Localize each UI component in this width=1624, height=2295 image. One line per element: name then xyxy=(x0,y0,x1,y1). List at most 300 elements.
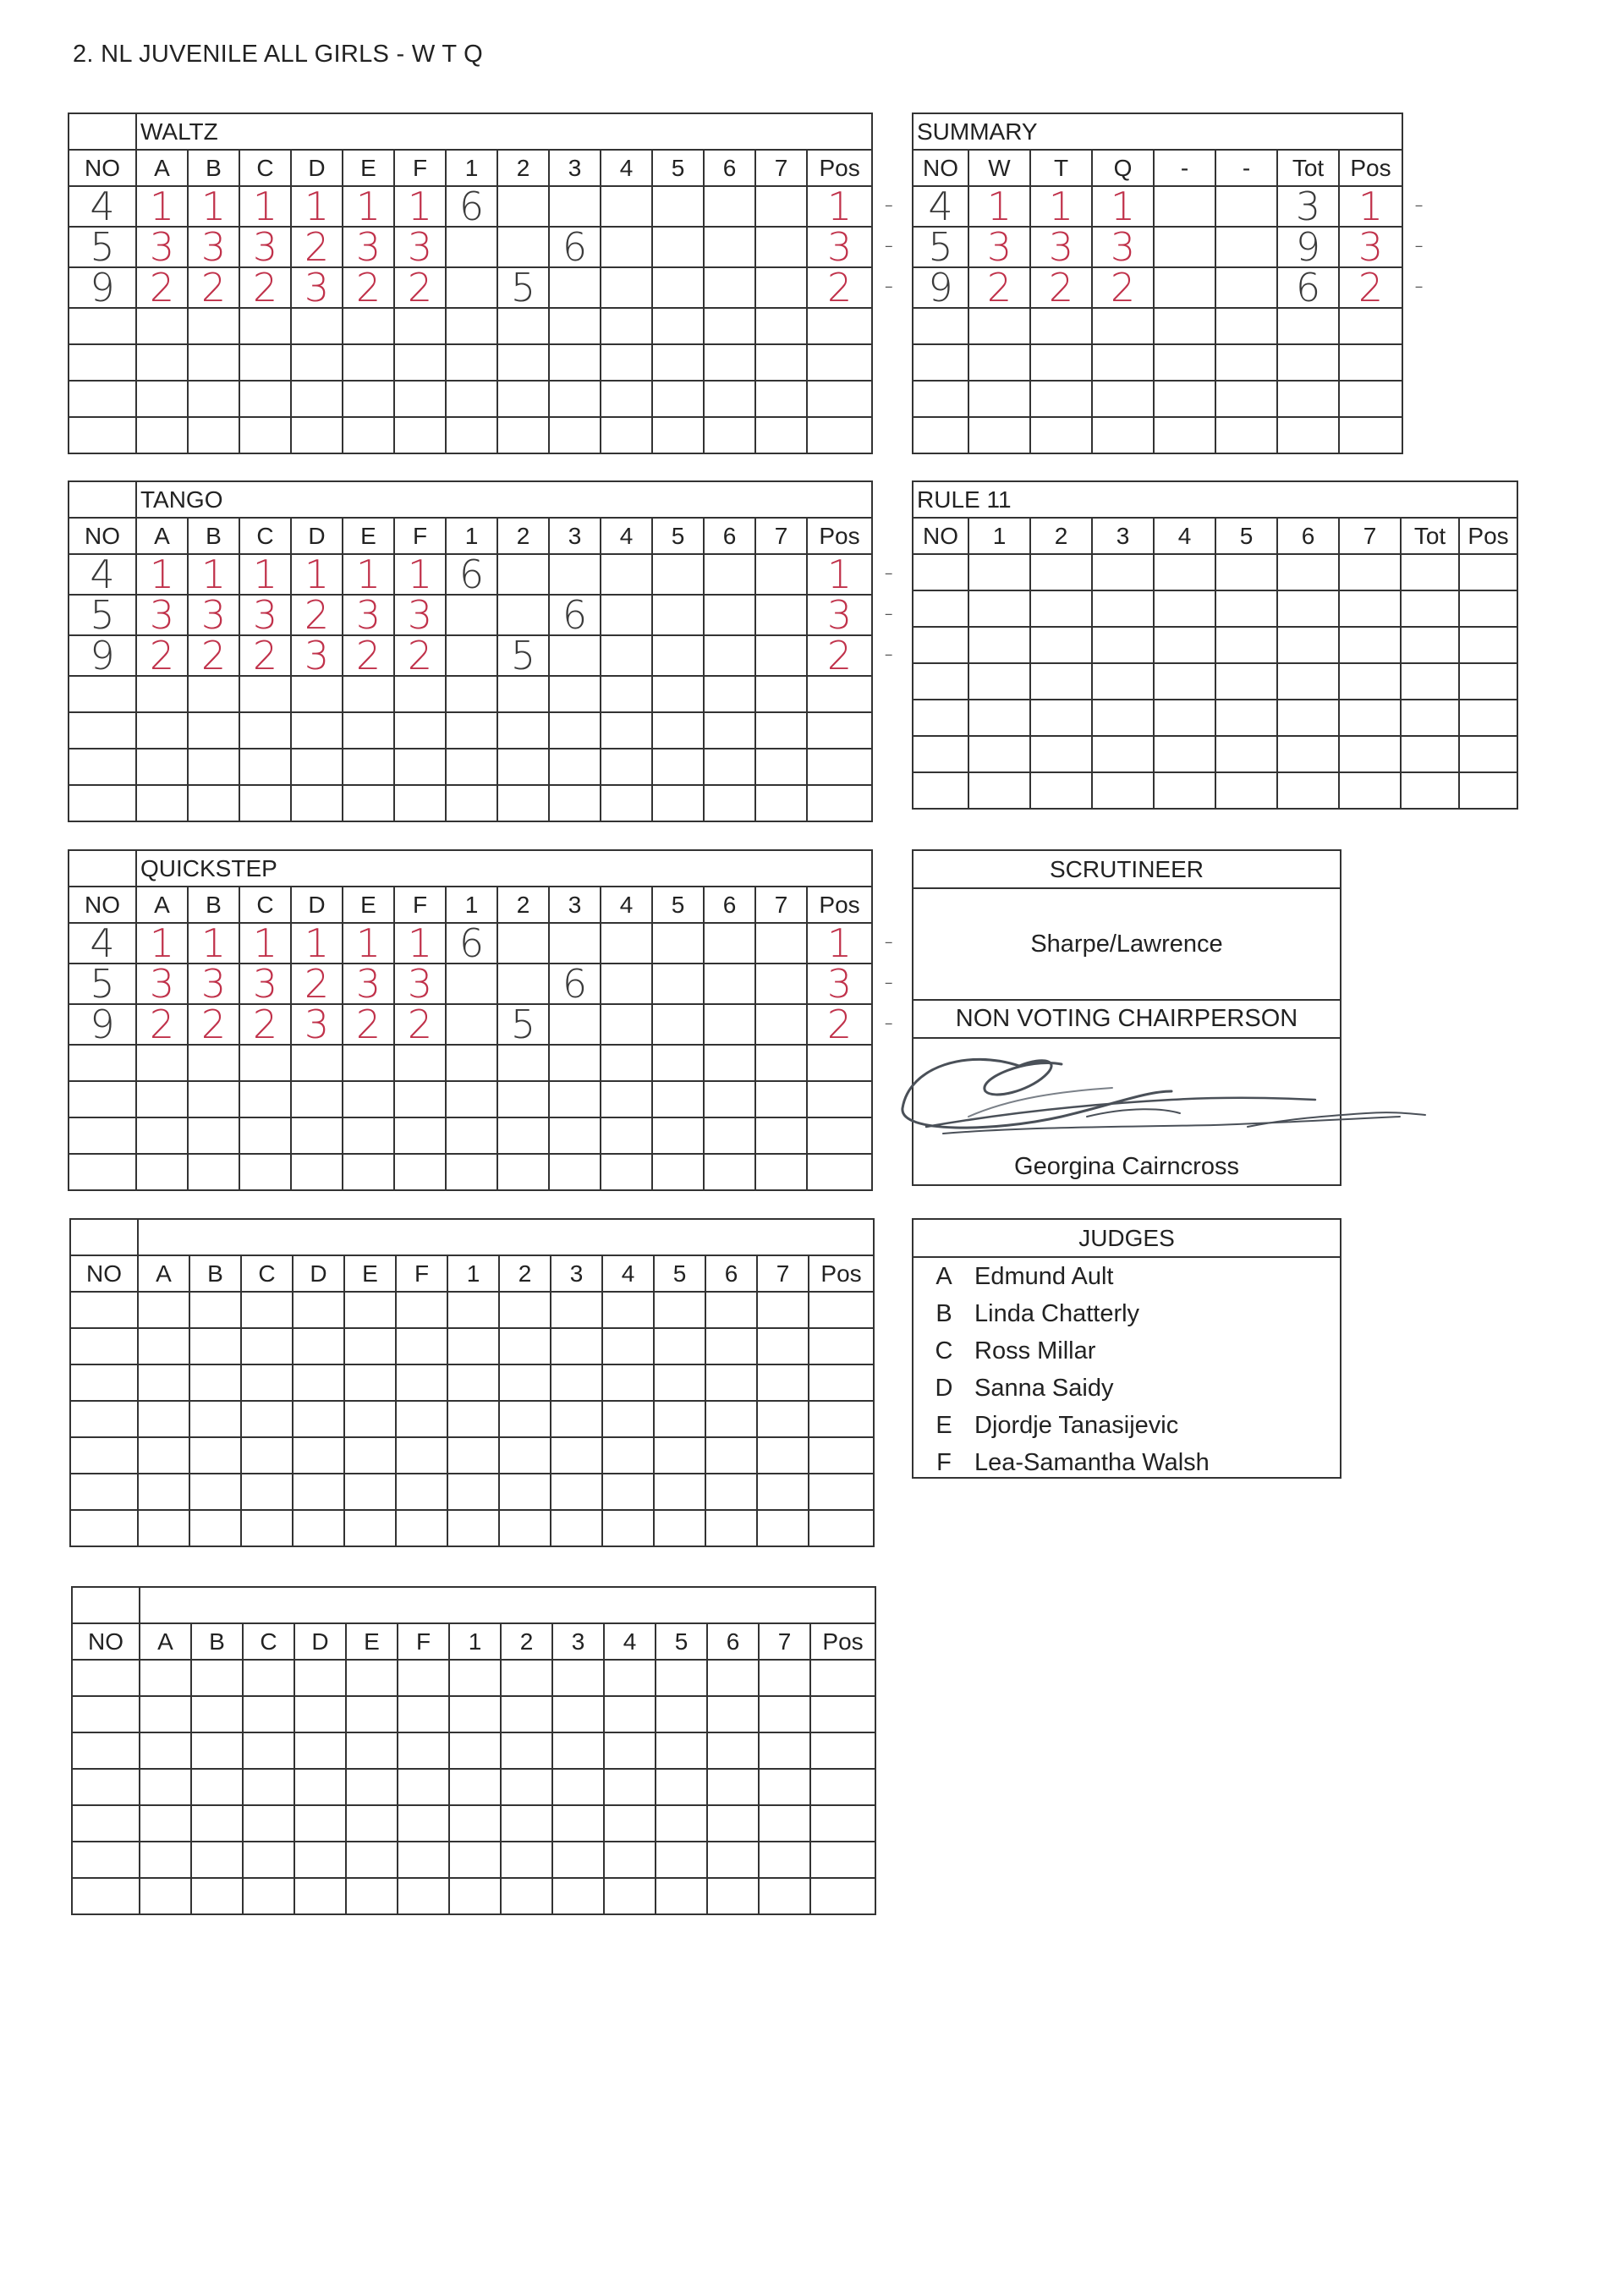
place-count xyxy=(755,1081,807,1117)
column-header: 3 xyxy=(552,1623,604,1660)
judge-mark xyxy=(136,308,188,344)
judge-mark xyxy=(241,1292,293,1328)
place-count xyxy=(549,785,601,821)
summary-tot xyxy=(1277,344,1339,381)
column-header: F xyxy=(394,150,446,186)
final-position xyxy=(807,592,894,638)
judge-mark xyxy=(394,676,446,712)
judge-mark xyxy=(188,1081,239,1117)
table-row xyxy=(72,1769,875,1805)
column-header: C xyxy=(243,1623,294,1660)
column-header: 7 xyxy=(757,1255,809,1292)
place-count xyxy=(602,1510,654,1546)
judge-mark xyxy=(344,1401,396,1437)
rule11-cell xyxy=(1339,554,1401,590)
summary-table xyxy=(912,113,1424,454)
rule11-cell xyxy=(1030,554,1092,590)
place-count xyxy=(654,1292,705,1328)
judge-mark xyxy=(138,1364,189,1401)
judge-mark xyxy=(243,1805,294,1842)
place-count xyxy=(652,676,704,712)
place-count xyxy=(446,1004,497,1045)
couple-number xyxy=(70,1474,138,1510)
summary-w xyxy=(968,381,1030,417)
judge-mark xyxy=(191,1769,243,1805)
judge-mark xyxy=(136,344,188,381)
place-count xyxy=(604,1842,656,1878)
place-count xyxy=(601,964,652,1004)
summary-row xyxy=(913,381,1402,417)
rule11-cell xyxy=(968,772,1030,809)
place-count xyxy=(446,1081,497,1117)
place-count xyxy=(499,1292,551,1328)
place-count xyxy=(552,1732,604,1769)
place-count: 5 xyxy=(497,1004,549,1045)
judge-mark xyxy=(140,1696,191,1732)
place-count xyxy=(549,1081,601,1117)
judge-mark xyxy=(293,1292,344,1328)
scrutineer-name: Sharpe/Lawrence xyxy=(914,889,1340,1001)
place-count xyxy=(755,785,807,821)
summary-empty xyxy=(1215,186,1277,227)
summary-column-header: Q xyxy=(1092,150,1154,186)
couple-number: 5 xyxy=(69,227,136,267)
judge-mark xyxy=(239,308,291,344)
place-count xyxy=(449,1805,501,1842)
judge-mark xyxy=(343,344,394,381)
judge-mark xyxy=(140,1769,191,1805)
judge-mark xyxy=(189,1292,241,1328)
place-count xyxy=(601,267,652,308)
rule11-title: RULE 11 xyxy=(913,481,1517,518)
column-header: E xyxy=(343,887,394,923)
rule11-cell xyxy=(1154,590,1215,627)
rule11-cell xyxy=(968,663,1030,700)
place-count xyxy=(601,381,652,417)
judge-mark xyxy=(188,676,239,712)
judge-mark xyxy=(291,1117,343,1154)
column-header: 2 xyxy=(497,150,549,186)
rule11-cell xyxy=(1401,663,1459,700)
place-count xyxy=(446,676,497,712)
final-position xyxy=(810,1732,875,1769)
place-count xyxy=(447,1401,499,1437)
summary-w xyxy=(968,417,1030,453)
column-header: 4 xyxy=(601,887,652,923)
place-count xyxy=(602,1401,654,1437)
rule11-cell xyxy=(1092,554,1154,590)
position-value: 2 xyxy=(826,1002,853,1047)
judge-mark xyxy=(344,1292,396,1328)
place-count xyxy=(499,1474,551,1510)
table-row xyxy=(70,1437,874,1474)
place-count xyxy=(704,1154,755,1190)
place-count xyxy=(704,1081,755,1117)
dance-table-blank5 xyxy=(71,1586,876,1915)
column-header: D xyxy=(291,150,343,186)
place-count xyxy=(755,923,807,964)
table-row xyxy=(70,1401,874,1437)
place-count: 5 xyxy=(497,267,549,308)
place-count xyxy=(549,712,601,749)
place-count xyxy=(446,785,497,821)
summary-tot: 6 xyxy=(1277,267,1339,308)
rule11-cell xyxy=(1277,700,1339,736)
judge-mark: 2 xyxy=(343,1004,394,1045)
summary-q xyxy=(1092,308,1154,344)
judge-mark xyxy=(394,344,446,381)
final-position xyxy=(807,265,894,310)
place-count xyxy=(704,227,755,267)
place-count xyxy=(449,1732,501,1769)
place-count xyxy=(446,267,497,308)
rule11-cell xyxy=(913,663,968,700)
couple-number xyxy=(72,1878,140,1914)
place-count xyxy=(549,381,601,417)
rule11-cell xyxy=(968,700,1030,736)
rule11-cell xyxy=(1215,700,1277,736)
judge-mark xyxy=(394,381,446,417)
column-header: Pos xyxy=(809,1255,874,1292)
table-row xyxy=(69,554,872,595)
column-header: 6 xyxy=(704,150,755,186)
judge-mark xyxy=(346,1660,398,1696)
rule11-column-header: 3 xyxy=(1092,518,1154,554)
table-row xyxy=(69,1154,872,1190)
place-count xyxy=(552,1842,604,1878)
summary-no: 5 xyxy=(913,227,968,267)
place-count xyxy=(446,749,497,785)
place-count xyxy=(652,1004,704,1045)
place-count xyxy=(652,308,704,344)
judge-mark xyxy=(188,417,239,453)
rule11-cell xyxy=(1401,590,1459,627)
column-header: A xyxy=(136,887,188,923)
summary-q: 1 xyxy=(1092,186,1154,227)
rule11-column-header: 5 xyxy=(1215,518,1277,554)
final-position xyxy=(807,676,872,712)
rule11-cell xyxy=(1030,700,1092,736)
judge-mark xyxy=(239,417,291,453)
rule11-cell xyxy=(1030,772,1092,809)
place-count xyxy=(602,1364,654,1401)
column-header: 4 xyxy=(604,1623,656,1660)
summary-column-header: - xyxy=(1215,150,1277,186)
table-row xyxy=(70,1292,874,1328)
column-header: 5 xyxy=(652,887,704,923)
place-count xyxy=(601,1154,652,1190)
column-header: 6 xyxy=(707,1623,759,1660)
judge-mark xyxy=(293,1401,344,1437)
table-row xyxy=(72,1842,875,1878)
place-count xyxy=(601,595,652,635)
judge-mark: 1 xyxy=(188,923,239,964)
rule11-cell xyxy=(913,590,968,627)
place-count xyxy=(549,1045,601,1081)
judge-mark: 3 xyxy=(136,595,188,635)
judge-mark xyxy=(241,1437,293,1474)
column-header: C xyxy=(239,150,291,186)
final-position xyxy=(807,224,894,270)
summary-column-header: T xyxy=(1030,150,1092,186)
rule11-column-header: Pos xyxy=(1459,518,1517,554)
table-row xyxy=(72,1878,875,1914)
judge-mark xyxy=(343,308,394,344)
place-count xyxy=(551,1328,602,1364)
judge-mark xyxy=(140,1842,191,1878)
judge-mark xyxy=(140,1805,191,1842)
place-count xyxy=(499,1437,551,1474)
judge-mark xyxy=(243,1842,294,1878)
judge-name: Djordje Tanasijevic xyxy=(974,1412,1179,1439)
judge-mark xyxy=(293,1437,344,1474)
judge-mark xyxy=(136,381,188,417)
column-header: NO xyxy=(69,150,136,186)
table-row xyxy=(72,1696,875,1732)
scrutineer-label: SCRUTINEER xyxy=(914,851,1340,889)
final-position xyxy=(807,184,894,229)
place-count xyxy=(601,923,652,964)
judge-mark xyxy=(191,1660,243,1696)
dance-table-quickstep xyxy=(68,849,894,1191)
place-count xyxy=(601,186,652,227)
judge-row xyxy=(914,1332,1340,1370)
couple-number: 5 xyxy=(69,964,136,1004)
tick-mark: - xyxy=(884,1007,894,1038)
rule11-cell xyxy=(1277,772,1339,809)
dance-table-waltz xyxy=(68,113,894,454)
column-header: C xyxy=(239,887,291,923)
judge-mark xyxy=(394,712,446,749)
couple-number xyxy=(70,1437,138,1474)
place-count xyxy=(549,417,601,453)
place-count xyxy=(604,1732,656,1769)
judge-mark xyxy=(243,1769,294,1805)
place-count xyxy=(652,1081,704,1117)
final-position xyxy=(810,1769,875,1805)
judge-letter: E xyxy=(935,1412,952,1439)
table-row xyxy=(69,1045,872,1081)
place-count xyxy=(654,1474,705,1510)
dance-title: TANGO xyxy=(136,481,872,518)
place-count xyxy=(449,1769,501,1805)
judge-mark xyxy=(344,1474,396,1510)
column-header: 2 xyxy=(499,1255,551,1292)
final-position xyxy=(807,1045,872,1081)
judge-mark: 3 xyxy=(188,595,239,635)
place-count xyxy=(755,267,807,308)
rule11-cell xyxy=(1092,772,1154,809)
table-row xyxy=(69,595,872,635)
judge-mark xyxy=(394,785,446,821)
rule11-cell xyxy=(968,736,1030,772)
place-count xyxy=(656,1696,707,1732)
judge-mark xyxy=(394,749,446,785)
place-count xyxy=(497,308,549,344)
summary-row xyxy=(913,344,1402,381)
summary-column-header: W xyxy=(968,150,1030,186)
couple-number xyxy=(70,1292,138,1328)
column-header: 5 xyxy=(656,1623,707,1660)
place-count xyxy=(757,1292,809,1328)
place-count xyxy=(652,186,704,227)
dance-title xyxy=(140,1587,875,1623)
couple-number: 9 xyxy=(69,267,136,308)
place-count xyxy=(705,1401,757,1437)
judge-mark: 2 xyxy=(188,635,239,676)
rule11-cell xyxy=(1277,736,1339,772)
judge-mark xyxy=(138,1510,189,1546)
column-header: 7 xyxy=(755,887,807,923)
rule11-column-header: 7 xyxy=(1339,518,1401,554)
place-count xyxy=(551,1401,602,1437)
place-count xyxy=(549,635,601,676)
final-position xyxy=(809,1364,874,1401)
final-position xyxy=(807,344,872,381)
rule11-cell xyxy=(1401,736,1459,772)
place-count xyxy=(652,964,704,1004)
column-header: 5 xyxy=(652,518,704,554)
rule11-cell xyxy=(968,590,1030,627)
judge-mark: 1 xyxy=(343,923,394,964)
dance-title-spacer xyxy=(69,481,136,518)
final-position xyxy=(807,920,894,966)
place-count xyxy=(501,1696,552,1732)
judge-mark xyxy=(136,676,188,712)
judge-mark: 3 xyxy=(239,595,291,635)
summary-tot: 9 xyxy=(1277,227,1339,267)
place-count xyxy=(652,712,704,749)
summary-empty xyxy=(1154,267,1215,308)
judge-name: Linda Chatterly xyxy=(974,1300,1140,1327)
judge-mark xyxy=(294,1660,346,1696)
judge-letter: A xyxy=(935,1263,952,1290)
place-count xyxy=(704,1004,755,1045)
judge-mark xyxy=(188,381,239,417)
place-count xyxy=(497,381,549,417)
couple-number xyxy=(72,1696,140,1732)
rule11-cell xyxy=(1154,554,1215,590)
column-header: 5 xyxy=(654,1255,705,1292)
table-row xyxy=(69,1081,872,1117)
couple-number xyxy=(72,1732,140,1769)
place-count xyxy=(707,1805,759,1842)
table-row xyxy=(69,1117,872,1154)
rule11-row xyxy=(913,554,1517,590)
column-header: B xyxy=(188,887,239,923)
place-count xyxy=(652,785,704,821)
summary-tot xyxy=(1277,381,1339,417)
column-header: A xyxy=(136,518,188,554)
place-count xyxy=(602,1437,654,1474)
rule11-cell xyxy=(1339,772,1401,809)
table-row xyxy=(72,1805,875,1842)
place-count xyxy=(652,1117,704,1154)
couple-number xyxy=(69,381,136,417)
rule11-column-header: 6 xyxy=(1277,518,1339,554)
judge-mark xyxy=(188,1117,239,1154)
judge-mark xyxy=(189,1401,241,1437)
final-position xyxy=(807,785,872,821)
rule11-cell xyxy=(1277,590,1339,627)
judge-mark xyxy=(343,381,394,417)
table-row xyxy=(69,923,872,964)
place-count xyxy=(652,1154,704,1190)
judge-mark xyxy=(343,785,394,821)
judge-mark xyxy=(293,1364,344,1401)
place-count xyxy=(652,635,704,676)
judge-mark: 1 xyxy=(291,186,343,227)
couple-number xyxy=(72,1842,140,1878)
judge-mark: 3 xyxy=(239,964,291,1004)
judge-mark xyxy=(136,1081,188,1117)
judge-mark xyxy=(291,676,343,712)
judge-mark: 3 xyxy=(394,227,446,267)
place-count xyxy=(704,595,755,635)
column-header: B xyxy=(191,1623,243,1660)
judge-mark xyxy=(188,308,239,344)
judge-mark xyxy=(294,1878,346,1914)
judge-mark xyxy=(136,749,188,785)
rule11-row xyxy=(913,736,1517,772)
place-count xyxy=(705,1474,757,1510)
column-header: C xyxy=(239,518,291,554)
table-row xyxy=(69,344,872,381)
rule11-cell xyxy=(1215,663,1277,700)
couple-number xyxy=(72,1660,140,1696)
judge-mark xyxy=(188,785,239,821)
place-count xyxy=(497,595,549,635)
place-count xyxy=(652,749,704,785)
place-count xyxy=(704,635,755,676)
position-value: 3 xyxy=(826,592,853,638)
judge-mark: 2 xyxy=(394,267,446,308)
place-count xyxy=(447,1510,499,1546)
place-count xyxy=(707,1842,759,1878)
judge-mark xyxy=(343,676,394,712)
place-count xyxy=(497,1117,549,1154)
place-count xyxy=(501,1805,552,1842)
summary-no: 4 xyxy=(913,186,968,227)
summary-title: SUMMARY xyxy=(913,113,1402,150)
place-count xyxy=(755,964,807,1004)
rule11-cell xyxy=(1030,590,1092,627)
rule11-cell xyxy=(1459,554,1517,590)
judge-mark: 1 xyxy=(188,186,239,227)
table-row xyxy=(69,308,872,344)
column-header: 3 xyxy=(549,150,601,186)
judge-mark xyxy=(291,1045,343,1081)
judge-mark xyxy=(239,749,291,785)
couple-number: 9 xyxy=(69,1004,136,1045)
place-count xyxy=(704,676,755,712)
summary-row xyxy=(913,227,1402,267)
judge-mark xyxy=(136,712,188,749)
place-count xyxy=(447,1437,499,1474)
place-count xyxy=(449,1660,501,1696)
column-header: Pos xyxy=(807,150,872,186)
judge-mark xyxy=(136,1117,188,1154)
place-count xyxy=(601,344,652,381)
rule11-column-header: Tot xyxy=(1401,518,1459,554)
place-count xyxy=(704,267,755,308)
couple-number xyxy=(70,1364,138,1401)
judge-mark xyxy=(243,1878,294,1914)
place-count xyxy=(759,1878,810,1914)
judge-mark xyxy=(138,1437,189,1474)
judge-mark xyxy=(140,1878,191,1914)
summary-pos xyxy=(1339,224,1424,270)
